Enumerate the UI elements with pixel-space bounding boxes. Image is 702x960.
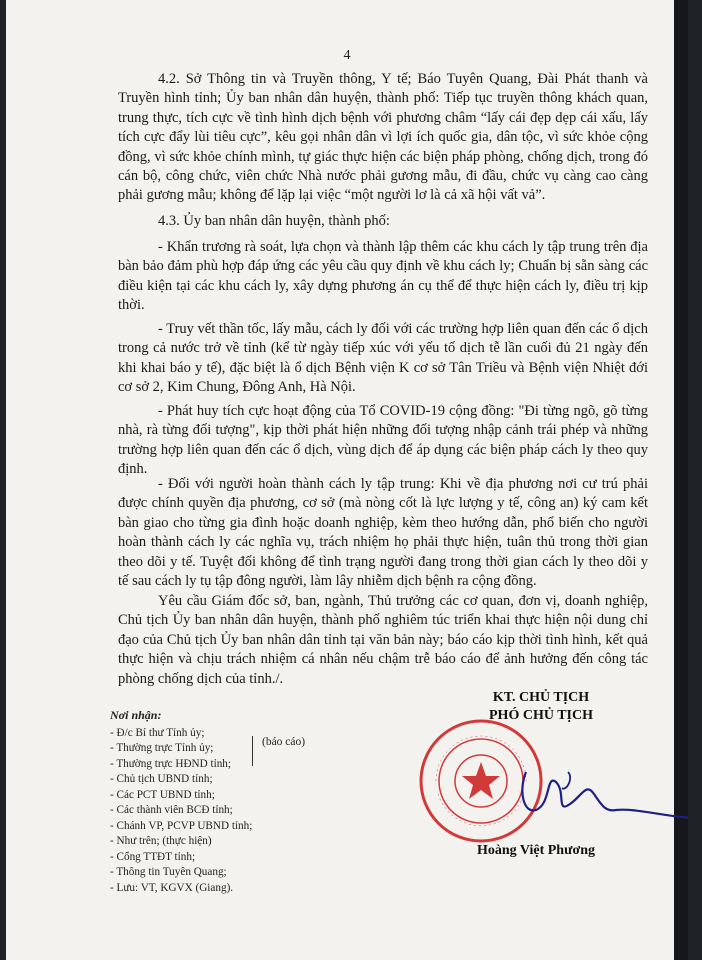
recipient-item: - Như trên; (thực hiện) — [110, 835, 212, 847]
paragraph-community-team: - Phát huy tích cực hoạt động của Tổ COVID-19 cộng đồng: "Đi từng ngõ, gõ từng nhà, rà từng đối tượng", kịp thời phát hiện những đối tượng nhập cảnh trái phép và những trường hợp liên quan đến các ổ dịch, vùng dịch để áp dụng các biện pháp cách ly theo quy định. — [118, 403, 648, 478]
paragraph-contact-tracing: - Truy vết thần tốc, lấy mẫu, cách ly đối với các trường hợp liên quan đến các ổ dịch trong cả nước trở về tỉnh (kể từ ngày tiếp xúc với yếu tố dịch tễ lần cuối đủ 21 ngày đến khi khai báo y tế), đặc biệt là ổ dịch Bệnh viện K cơ sở Tân Triều và Bệnh viện Nhiệt đới cơ sở 2, Kim Chung, Đông Anh, Hà Nội. — [118, 321, 648, 396]
recipient-item: - Thông tin Tuyên Quang; — [110, 866, 227, 878]
recipient-item: - Thường trực Tỉnh ủy; — [110, 742, 214, 754]
recipients-title: Nơi nhận: — [110, 708, 162, 722]
report-label: (báo cáo) — [262, 736, 306, 748]
signature-title-1: KT. CHỦ TỊCH — [492, 690, 590, 705]
signature-title-2: PHÓ CHỦ TỊCH — [489, 708, 593, 723]
recipients-list — [110, 708, 252, 896]
recipient-item: - Chánh VP, PCVP UBND tỉnh; — [110, 819, 253, 832]
signer-name: Hoàng Việt Phương — [476, 843, 596, 858]
paragraph-post-quarantine: - Đối với người hoàn thành cách ly tập trung: Khi về địa phương nơi cư trú phải được chính quyền địa phương, cơ sở (mà nòng cốt là lực lượng y tế, công an) ký cam kết bàn giao cho từng gia đình hoặc doanh nghiệp, kèm theo hướng dẫn, phổ biến cho người hoàn thành cách ly các nghĩa vụ, trách nhiệm họ phải thực hiện, tuân thủ trong thời gian theo dõi y tế. Tuyệt đối không để tình trạng người đang trong thời gian cách ly theo dõi y tế sau cách ly tụ tập đông người, làm lây nhiễm dịch bệnh ra cộng đồng. — [118, 476, 648, 590]
paragraph-requirement: Yêu cầu Giám đốc sở, ban, ngành, Thủ trưởng các cơ quan, đơn vị, doanh nghiệp, Chủ tịch Ủy ban nhân dân huyện, thành phố nghiêm túc triển khai thực hiện nội dung chỉ đạo của Chủ tịch Ủy ban nhân dân tỉnh tại văn bản này; báo cáo kịp thời tình hình, kết quả thực hiện và chịu trách nhiệm cá nhân nếu chậm trễ báo cáo để ảnh hưởng đến công tác phòng chống dịch của tỉnh./. — [118, 593, 648, 687]
recipient-item: - Cổng TTĐT tỉnh; — [110, 850, 196, 863]
recipient-item: - Lưu: VT, KGVX (Giang). — [110, 881, 234, 894]
recipient-item: - Các thành viên BCĐ tỉnh; — [110, 804, 233, 816]
recipient-item: - Các PCT UBND tỉnh; — [110, 788, 215, 801]
paragraph-isolation-zones: - Khẩn trương rà soát, lựa chọn và thành lập thêm các khu cách ly tập trung trên địa bàn bảo đảm phù hợp đáp ứng các yêu cầu quy định về khu cách ly; Chuẩn bị sẵn sàng các điều kiện tại các khu cách ly, xây dựng phương án cụ thể để thực hiện cách ly, điều trị kịp thời. — [118, 239, 648, 314]
document-page — [6, 0, 688, 960]
recipient-item: - Thường trực HĐND tỉnh; — [110, 757, 231, 770]
report-bracket — [252, 736, 253, 766]
recipient-item: - Chủ tịch UBND tỉnh; — [110, 773, 213, 785]
recipient-item: - Đ/c Bí thư Tỉnh ủy; — [110, 726, 205, 739]
signature-scribble-icon — [496, 752, 688, 832]
paragraph-4-2: 4.2. Sở Thông tin và Truyền thông, Y tế; Báo Tuyên Quang, Đài Phát thanh và Truyền hình tỉnh; Ủy ban nhân dân huyện, thành phố: Tiếp tục truyền thông khách quan, trung thực, tích cực về tình hình dịch bệnh với phương châm “lấy cái đẹp dẹp cái xấu, lấy tích cực đẩy lùi tiêu cực”, kêu gọi nhân dân vì lợi ích quốc gia, dân tộc, vì sức khỏe cộng đồng, vì sức khỏe chính mình, tự giác thực hiện các biện pháp phòng, chống dịch, trong đó cán bộ, công chức, viên chức Nhà nước phải gương mẫu, đi đầu, chức vụ càng cao càng phải gương mẫu; không để lặp lại việc “một người lơ là cả xã hội vất vả”. — [118, 71, 648, 204]
page-number: 4 — [343, 48, 351, 63]
paragraph-4-3-heading: 4.3. Ủy ban nhân dân huyện, thành phố: — [158, 213, 390, 229]
